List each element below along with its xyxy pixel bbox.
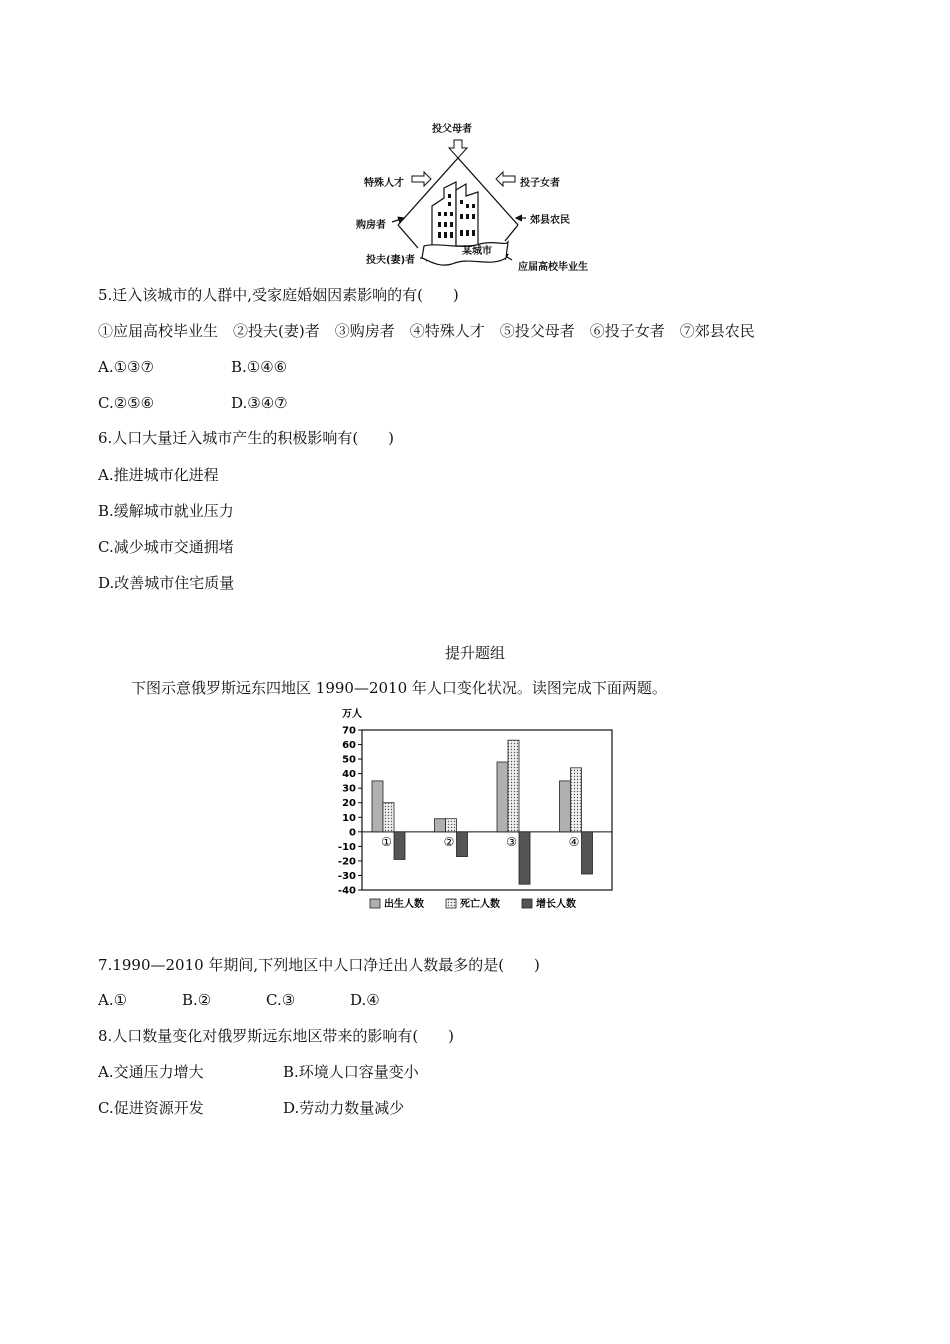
bar-1-1 — [372, 781, 383, 832]
q7-option-c: C.③ — [266, 991, 296, 1009]
city-buildings-icon — [432, 182, 478, 246]
arrow-left-upper — [412, 172, 431, 186]
q7-option-d: D.④ — [350, 991, 380, 1009]
y-axis-label: 万人 — [342, 709, 362, 720]
q7-option-a: A.① — [98, 991, 128, 1009]
legend-swatch-2 — [446, 899, 456, 908]
q8-stem: 8.人口数量变化对俄罗斯远东地区带来的影响有( ) — [98, 1027, 455, 1045]
y-tick-label: 60 — [342, 740, 356, 752]
q6-option-c: C.减少城市交通拥堵 — [98, 538, 234, 556]
y-tick-label: 20 — [342, 798, 356, 810]
q7-stem: 7.1990—2010 年期间,下列地区中人口净迁出人数最多的是( ) — [98, 956, 540, 974]
legend-label-2: 死亡人数 — [460, 899, 500, 910]
q5-stem: 5.迁入该城市的人群中,受家庭婚姻因素影响的有( ) — [98, 286, 459, 304]
q5-option-d: D.③④⑦ — [231, 394, 288, 412]
y-tick-label: 50 — [342, 754, 356, 766]
q5-option-b: B.①④⑥ — [231, 358, 288, 376]
legend-label-3: 增长人数 — [536, 899, 576, 910]
bar-1-3 — [497, 762, 508, 832]
bar-2-3 — [508, 740, 519, 832]
chart-intro: 下图示意俄罗斯远东四地区 1990—2010 年人口变化状况。读图完成下面两题。 — [131, 679, 667, 697]
y-tick-label: -30 — [337, 870, 356, 882]
y-tick-label: 30 — [342, 783, 356, 795]
label-right-mid: 郊县农民 — [530, 215, 570, 226]
label-right-upper: 投子女者 — [520, 178, 560, 189]
bar-2-4 — [571, 768, 582, 832]
section-title: 提升题组 — [444, 644, 505, 662]
population-chart-svg — [330, 703, 630, 918]
y-tick-label: 0 — [349, 827, 356, 839]
q6-option-a: A.推进城市化进程 — [98, 466, 219, 484]
y-tick-label: 10 — [342, 812, 356, 824]
q8-option-d: D.劳动力数量减少 — [283, 1099, 405, 1117]
y-tick-label: 40 — [342, 769, 356, 781]
label-left-mid: 购房者 — [356, 220, 386, 231]
q7-option-b: B.② — [182, 991, 212, 1009]
arrow-right-upper — [496, 172, 515, 186]
migration-diagram — [340, 118, 620, 278]
q8-option-c: C.促进资源开发 — [98, 1099, 204, 1117]
population-chart — [330, 703, 630, 918]
category-label: ① — [381, 834, 392, 849]
y-tick-label: -10 — [337, 841, 356, 853]
q5-option-a: A.①③⑦ — [98, 358, 154, 376]
category-label: ③ — [506, 834, 517, 849]
bar-1-4 — [560, 781, 571, 832]
category-label: ④ — [568, 834, 580, 849]
bar-3-3 — [519, 832, 530, 884]
bar-2-2 — [446, 819, 457, 832]
legend-swatch-3 — [522, 899, 532, 908]
legend-label-1: 出生人数 — [384, 899, 424, 910]
legend-swatch-1 — [370, 899, 380, 908]
q6-option-d: D.改善城市住宅质量 — [98, 574, 235, 592]
label-left-lower: 投夫(妻)者 — [366, 255, 416, 266]
bar-3-4 — [582, 832, 593, 874]
bar-1-2 — [435, 819, 446, 832]
q8-option-b: B.环境人口容量变小 — [283, 1063, 419, 1081]
label-right-lower: 应届高校毕业生 — [518, 262, 588, 273]
bar-3-1 — [394, 832, 405, 860]
q6-option-b: B.缓解城市就业压力 — [98, 502, 234, 520]
q5-items: ①应届高校毕业生 ②投夫(妻)者 ③购房者 ④特殊人才 ⑤投父母者 ⑥投子女者 ⑦郊县农民 — [98, 322, 755, 340]
arrow-top — [449, 140, 467, 158]
label-top: 投父母者 — [432, 124, 472, 135]
q6-stem: 6.人口大量迁入城市产生的积极影响有( ) — [98, 429, 395, 447]
label-left-upper: 特殊人才 — [364, 178, 404, 189]
q8-option-a: A.交通压力增大 — [98, 1063, 204, 1081]
bar-3-2 — [457, 832, 468, 857]
category-label: ② — [443, 834, 455, 849]
y-tick-label: -40 — [337, 885, 356, 897]
y-tick-label: -20 — [337, 856, 356, 868]
bar-2-1 — [383, 803, 394, 832]
label-city: 某城市 — [462, 246, 492, 257]
y-tick-label: 70 — [342, 725, 356, 737]
q5-option-c: C.②⑤⑥ — [98, 394, 155, 412]
